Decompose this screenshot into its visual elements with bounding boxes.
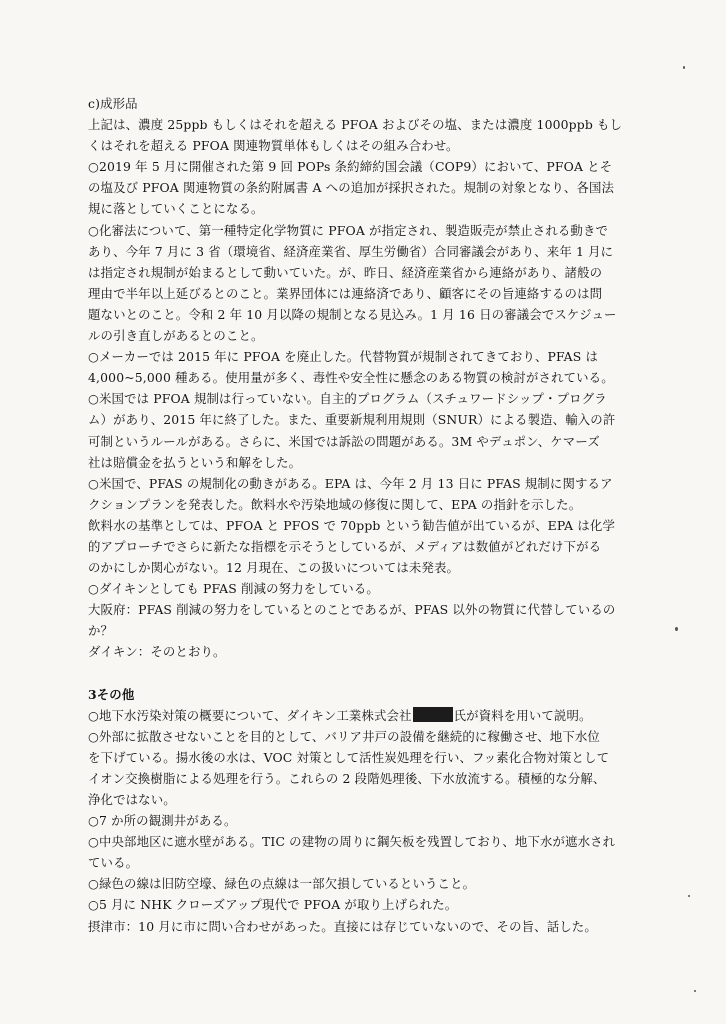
text-line: ○2019 年 5 月に開催された第 9 回 POPs 条約締約国会議（COP9）において、PFOA とそ	[88, 159, 613, 175]
text-line: か？	[88, 623, 114, 639]
paragraph	[88, 346, 648, 388]
text-line: くはそれを超える PFOA 関連物質単体もしくはその組み合わせ。	[88, 138, 459, 154]
text-line: 規に落としていくことになる。	[88, 201, 264, 217]
intro-text: 氏が資料を用いて説明。	[453, 707, 592, 723]
paragraph	[88, 641, 648, 662]
text-line: あり、今年 7 月に 3 省（環境省、経済産業省、厚生労働省）合同審議会があり、来年 1 月に	[88, 243, 614, 259]
text-line: を下げている。揚水後の水は、VOC 対策として活性炭処理を行い、フッ素化合物対策として	[88, 749, 610, 765]
text-line: ○7 か所の観測井がある。	[88, 813, 237, 829]
paragraph	[88, 515, 648, 578]
text-line: ○ダイキンとしても PFAS 削減の努力をしている。	[88, 581, 379, 597]
paragraph	[88, 726, 648, 810]
text-line: の塩及び PFOA 関連物質の条約附属書 A への追加が採択された。規制の対象となり、各国法	[88, 180, 615, 196]
text-line: 的アプローチでさらに新たな指標を示そうとしているが、メディアは数値がどれだけ下がる	[88, 538, 602, 554]
paragraph	[88, 473, 648, 515]
text-line: 社は賠償金を払うという和解をした。	[88, 454, 302, 470]
section-intro	[88, 705, 648, 726]
text-line: のかにしか関心がない。12 月現在、この扱いについては未発表。	[88, 560, 460, 576]
text-line: 理由で半年以上延びるとのこと。業界団体には連絡済であり、顧客にその旨連絡するのは問	[88, 285, 603, 301]
text-line: 4,000~5,000 種ある。使用量が多く、毒性や安全性に懸念のある物質の検討がされている。	[88, 370, 614, 386]
scan-speck	[688, 895, 690, 897]
paragraph	[88, 156, 648, 219]
paragraph	[88, 873, 648, 894]
paragraph	[88, 810, 648, 831]
text-line: ○米国で、PFAS の規制化の動きがある。EPA は、今年 2 月 13 日に PFAS 規制に関するア	[88, 475, 613, 491]
text-line: ○緑色の線は旧防空壕、緑色の点線は一部欠損しているということ。	[88, 876, 476, 892]
paragraph	[88, 220, 648, 347]
text-line: 上記は、濃度 25ppb もしくはそれを超える PFOA およびその塩、または濃度 1000ppb もし	[88, 117, 623, 133]
subsection-label: c)成形品	[88, 96, 138, 111]
paragraph	[88, 599, 648, 641]
intro-text: ○地下水汚染対策の概要について、ダイキン工業株式会社	[88, 707, 412, 723]
text-line: ○米国では PFOA 規制は行っていない。自主的プログラム（スチュワードシップ・プログラ	[88, 391, 607, 407]
text-line: ○5 月に NHK クローズアップ現代で PFOA が取り上げられた。	[88, 897, 458, 913]
text-line: は指定され規制が始まるとして動いていた。が、昨日、経済産業省から連絡があり、諸般の	[88, 264, 603, 280]
text-line: クションプランを発表した。飲料水や汚染地域の修復に関して、EPA の指針を示した。	[88, 496, 582, 512]
paragraph	[88, 578, 648, 599]
paragraph	[88, 894, 648, 915]
text-line: 大阪府：PFAS 削減の努力をしているとのことであるが、PFAS 以外の物質に代替しているの	[88, 602, 616, 618]
text-line: ルの引き直しがあるとのこと。	[88, 328, 264, 344]
section-gap	[88, 663, 648, 684]
text-line: ○中央部地区に遮水壁がある。TIC の建物の周りに鋼矢板を残置しており、地下水が遮水され	[88, 834, 616, 850]
text-line: ○外部に拡散させないことを目的として、バリア井戸の設備を継続的に稼働させ、地下水位	[88, 728, 600, 744]
paragraph	[88, 114, 648, 156]
scan-speck	[675, 627, 678, 631]
paragraph	[88, 388, 648, 472]
document-body	[88, 93, 648, 937]
text-line: ○化審法について、第一種特定化学物質に PFOA が指定され、製造販売が禁止される動きで	[88, 222, 609, 238]
text-line: ダイキン：そのとおり。	[88, 644, 226, 660]
text-line: 可制というルールがある。さらに、米国では訴訟の問題がある。3M やデュポン、ケマーズ	[88, 433, 600, 449]
scan-speck	[694, 990, 696, 992]
text-line: 摂津市：10 月に市に問い合わせがあった。直接には存じていないので、その旨、話した。	[88, 918, 597, 934]
text-line: ている。	[88, 855, 139, 871]
text-line: ム）があり、2015 年に終了した。また、重要新規利用規則（SNUR）による製造、輸入の許	[88, 412, 616, 428]
text-line: 浄化ではない。	[88, 792, 176, 807]
redaction-box	[413, 707, 453, 722]
text-line: 飲料水の基準としては、PFOA と PFOS で 70ppb という勧告値が出ているが、EPA は化学	[88, 517, 615, 533]
section-title: 3その他	[88, 686, 135, 702]
scan-speck	[683, 66, 685, 69]
text-line: 題ないとのこと。令和 2 年 10 月以降の規制となる見込み。1 月 16 日の審議会でスケジュー	[88, 306, 617, 322]
paragraph	[88, 916, 648, 937]
paragraph	[88, 831, 648, 873]
text-line: ○メーカーでは 2015 年に PFOA を廃止した。代替物質が規制されてきており、PFAS は	[88, 349, 599, 365]
text-line: イオン交換樹脂による処理を行う。これらの 2 段階処理後、下水放流する。積極的な分解、	[88, 770, 606, 786]
